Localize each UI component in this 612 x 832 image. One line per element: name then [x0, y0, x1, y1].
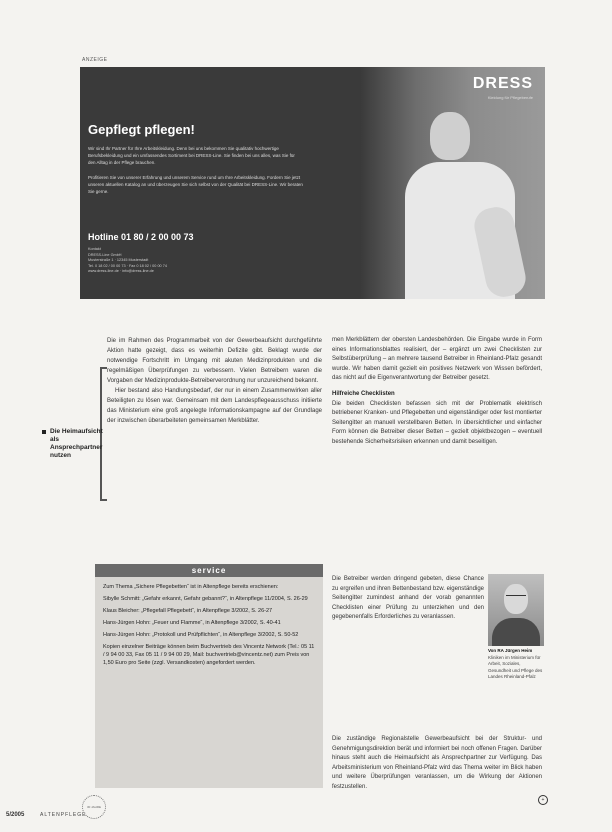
service-item: Hans-Jürgen Hohn: „Protokoll und Prüfpflichten“, in Altenpflege 3/2002, S. 50-52	[103, 632, 299, 638]
service-body	[95, 577, 323, 677]
company-line: www.dress-line.de · info@dress-line.de	[88, 269, 154, 273]
pull-quote-marker	[42, 430, 46, 434]
pull-quote-text: Die Heimaufsicht als Ansprechpartner nutzen	[50, 428, 103, 459]
company-line: Tel. 0 18 02 / 00 00 73 · Fax 0 18 02 / 00 00 74	[88, 263, 167, 268]
company-line: Kontakt	[88, 247, 101, 251]
article-paragraph: Die Betreiber werden dringend gebeten, diese Chance zu ergreifen und ihren Bettenbestand bzw. eigenständige Seitengitter zumindest anhand der vorab genannten Checklisten einer Prüfung zu unterziehen und den gegebenenfalls Erforderliches zu veranlassen.	[332, 576, 484, 621]
ad-text-1: Wir sind Ihr Partner für Ihre Arbeitskleidung. Denn bei uns bekommen Sie qualitativ hochwertige Berufsbekleidung und ein umfassendes Sortiment bei DRESS-Line. Sie finden bei uns alles, was Sie für den Alltag in der Pflege brauchen.	[88, 146, 295, 165]
page-issue: 5/2005	[6, 812, 25, 818]
company-line: DRESS-Line GmbH	[88, 252, 122, 257]
ad-logo-sub: Kleidung für Pflegeberufe	[487, 95, 533, 100]
magazine-name: ALTENPFLEGE	[40, 812, 87, 818]
ad-hotline: Hotline 01 80 / 2 00 00 73	[88, 232, 194, 242]
advertisement	[80, 67, 545, 299]
author-portrait	[488, 574, 544, 646]
company-line: Musterstraße 1 · 12345 Musterstadt	[88, 258, 149, 262]
article-column-right-bottom	[332, 735, 542, 793]
service-item: Kopien einzelner Beiträge können beim Buchvertrieb des Vincentz Network (Tel.: 05 11 / 9 94 00 33, Fax 05 11 / 9 94 00 29, Mail: buchvertrieb@vincentz.net) zum Preis von 1,50 Euro pro Seite (zzgl. Versandkosten) angefordert werden.	[103, 644, 315, 666]
ad-text-2: Profitieren Sie von unserer Erfahrung und unserem Service rund um Ihre Arbeitskleidung. Fordern Sie jetzt unseren aktuellen Katalog an und überzeugen Sie sich selbst von der Qualität bei DRESS-Line. Wir beraten Sie gerne.	[88, 175, 303, 194]
service-box	[95, 564, 323, 788]
article-paragraph: Hier bestand also Handlungsbedarf, der nur in einem Zusammenwirken aller Beteiligten zu lösen war. Gemeinsam mit dem Landespflegeausschuss initiierte das Ministerium eine groß angelegte Informationskampagne auf der Grundlage der inzwischen überarbeiteten gemeinsamen Merkblätter.	[107, 388, 322, 424]
author-role: Kliniken im Ministerium für Arbeit, Soziales, Gesundheit und Pflege des Landes Rheinland-Pfalz	[488, 654, 543, 679]
article-column-right	[332, 336, 542, 448]
service-item: Sibylle Schmitt: „Gefahr erkannt, Gefahr gebannt?“, in Altenpflege 11/2004, S. 26-29	[103, 596, 308, 602]
article-paragraph: Die im Rahmen des Programmarbeit von der Gewerbeaufsicht durchgeführte Aktion hatte gezeigt, dass es weiterhin Defizite gibt. Beklagt wurde der notwendige Fortschritt im Umgang mit akuten Medizinprodukten und die regelmäßigen Überprüfungen zu verbessern. Vielen Betreibern waren die Vorgaben der Medizinprodukte-Betreiberverordnung nur unzureichend bekannt.	[107, 338, 322, 384]
service-item: Hans-Jürgen Hohn: „Feuer und Flamme“, in Altenpflege 3/2002, S. 40-41	[103, 620, 281, 626]
author-caption	[488, 648, 544, 681]
section-heading: Hilfreiche Checklisten	[332, 390, 395, 397]
service-item: Zum Thema „Sichere Pflegebetten“ ist in Altenpflege bereits erschienen:	[103, 584, 279, 590]
ad-logo: DRESS	[472, 75, 533, 92]
end-mark-icon: +	[538, 795, 548, 805]
ad-company	[88, 247, 218, 275]
article-paragraph: men Merkblättern der obersten Landesbehörden. Die Eingabe wurde in Form eines Informationsblattes realisiert, der – ergänzt um zwei Checklisten zur Selbstüberprüfung – an mehrere tausend Betreiber in Rheinland-Pfalz gesandt wurde. Wir haben damit gezielt ein positives Netzwerk von Wissen befördert, das nicht auf die Eigenverantwortung der Betreiber gesetzt.	[332, 337, 542, 382]
ad-label: ANZEIGE	[82, 57, 108, 63]
article-column-left	[107, 336, 322, 426]
ad-headline: Gepflegt pflegen!	[88, 122, 195, 137]
article-paragraph: Die zuständige Regionalstelle Gewerbeaufsicht bei der Struktur- und Genehmigungsdirektion berät und informiert bei noch offenen Fragen. Darüber hinaus steht auch die Heimaufsicht als Ansprechpartner zur Verfügung. Das Arbeitsministerium von Rheinland-Pfalz wird das Thema weiter im Blick haben und weitere Überprüfungen veranlassen, um die Wirkung der Aktionen festzustellen.	[332, 736, 542, 790]
service-header: service	[95, 564, 323, 577]
article-paragraph: Die beiden Checklisten befassen sich mit der Problematik elektrisch betriebener Kranken- und Pflegebetten und eigenständiger oder fest montierter Seitengitter an manuell verstellbaren Betten. In übersichtlicher und einfacher Form können die Betreiber dieser Betten – gezielt objektbezogen – eventuell bestehende Sicherheitsrisiken erkennen und damit beseitigen.	[332, 400, 542, 445]
ad-photo	[360, 67, 545, 299]
anniversary-seal-icon: 30 JAHRE	[82, 795, 106, 819]
service-item: Klaus Bleicher: „Pflegefall Pflegebett“, in Altenpflege 3/2002, S. 26-27	[103, 608, 273, 614]
article-column-right-lower	[332, 575, 484, 623]
author-name: Von RA Jürgen Heim	[488, 648, 533, 653]
pull-quote	[50, 428, 110, 460]
